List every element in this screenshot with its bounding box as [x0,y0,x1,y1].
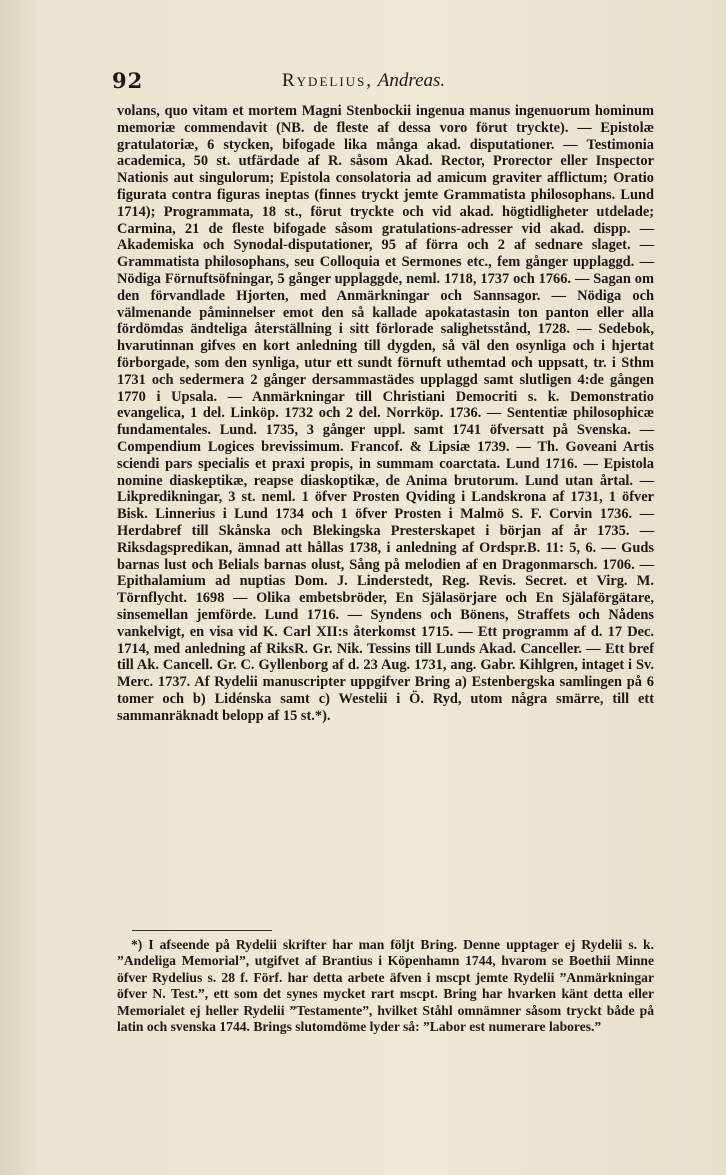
running-head-given: Andreas. [377,70,446,91]
main-text: volans, quo vitam et mortem Magni Stenbockii ingenua manus ingenuorum hominum memoriæ commendavit (NB. de fleste af dessa voro förut tryckte). — Epistolæ gratulatoriæ, 6 stycken, bifogade lika många akad. disputationer. — Testimonia academica, 50 st. utfärdade af R. såsom Akad. Rector, Prorector eller Inspector Nationis aut singulorum; Epistola consolatoria ad amicum graviter afflictum; Oratio figurata contra figuras ineptas (finnes tryckt jemte Grammatista philosophans. Lund 1714); Programmata, 18 st., förut tryckte och vid akad. högtidligheter utdelade; Carmina, 21 de fleste bifogade såsom gratulations-adresser vid akad. dispp. — Akademiska och Synodal-disputationer, 95 af förra och 2 af sednare slaget. — Grammatista philosophans, seu Colloquia et Sermones etc., fem gånger upplaggd. — Nödiga Förnuftsöfningar, 5 gånger upplaggde, neml. 1718, 1737 och 1766. — Sagan om den förvandlade Hjorten, med Anmärkningar och Sannsagor. — Nödiga och välmenande påminnelser emot den så kallade apokatastasin ton panton eller alla fördömdas ändteliga återställning i sitt förlorade salighetsstånd, 1728. — Sedebok, hvarutinnan gifves en kort anledning till dygden, så väl den osynliga och i hjertat förborgade, som den synliga, utur ett sundt förnuft uthemtad och uppsatt, tr. i Sthm 1731 och sedermera 2 gånger dersammastädes upplaggd samt slutligen 4:de gången 1770 i Upsala. — Anmärkningar till Christiani Democriti s. k. Demonstratio evangelica, 1 del. Linköp. 1732 och 2 del. Norrköp. 1736. — Sententiæ philosophicæ fundamentales. Lund. 1735, 3 gånger uppl. samt 1741 öfversatt på Svenska. — Compendium Logices brevissimum. Francof. & Lipsiæ 1739. — Th. Goveani Artis sciendi pars specialis et praxi propis, in summam coarctata. Lund 1716. — Epistola nomine diaskeptikæ, reapse diaskoptikæ, de Anima brutorum. Lund utan årtal. — Likpredikningar, 3 st. neml. 1 öfver Prosten Qviding i Landskrona af 1731, 1 öfver Bisk. Linnerius i Lund 1734 och 1 öfver Prosten i Malmö S. F. Corvin 1736. — Herdabref till Skånska och Blekingska Presterskapet i början af år 1735. — Riksdagspredikan, ämnad att hållas 1738, i anledning af Ordspr.B. 11: 5, 6. — Guds barnas lust och Belials barnas olust, Sång på melodien af en Dragonmarsch. 1706. — Epithalamium ad nuptias Dom. J. Linderstedt, Reg. Revis. Secret. et Virg. M. Törnflycht. 1698 — Olika embetsbröder, En Själasörjare och En Själaförgätare, sinsemellan jemförde. Lund 1716. — Syndens och Bönens, Straffets och Nådens vankelvigt, en visa vid K. Carl XII:s återkomst 1715. — Ett programm af d. 17 Dec. 1714, med anledning af RiksR. Gr. Nik. Tessins till Lunds Akad. Canceller. — Ett bref till Ak. Cancell. Gr. C. Gyllenborg af d. 23 Aug. 1731, ang. Gabr. Kihlgren, intaget i Sv. Merc. 1737. Af Rydelii manuscripter uppgifver Bring a) Estenbergska samlingen på 6 tomer och b) Lidénska samt c) Westelii i Ö. Ryd, utom några smärre, till ett sammanräknadt belopp af 15 st.*). [117,103,654,724]
running-head [282,70,445,92]
footnote: *) I afseende på Rydelii skrifter har man följt Bring. Denne upptager ej Rydelii s. k. ”Andeliga Memorial”, utgifvet af Brantius i Köpenhamn 1744, hvarom se Boethii Minne öfver Rydelius s. 28 f. Förf. har detta arbete äfven i mscpt jemte Rydelii ”Anmärkningar öfver N. Test.”, ett som det synes mycket rart mscpt. Bring har hvarken känt detta eller Memorialet ej heller Rydelii ”Testamente”, hvilket Ståhl omnämner såsom tryckt både på latin och svenska 1744. Brings slutomdöme lyder så: ”Labor est numerare labores.” [117,937,654,1035]
footnote-rule [132,930,272,931]
page-header [112,68,672,98]
page-number: 92 [112,68,144,93]
running-head-name: Rydelius, [282,70,374,91]
